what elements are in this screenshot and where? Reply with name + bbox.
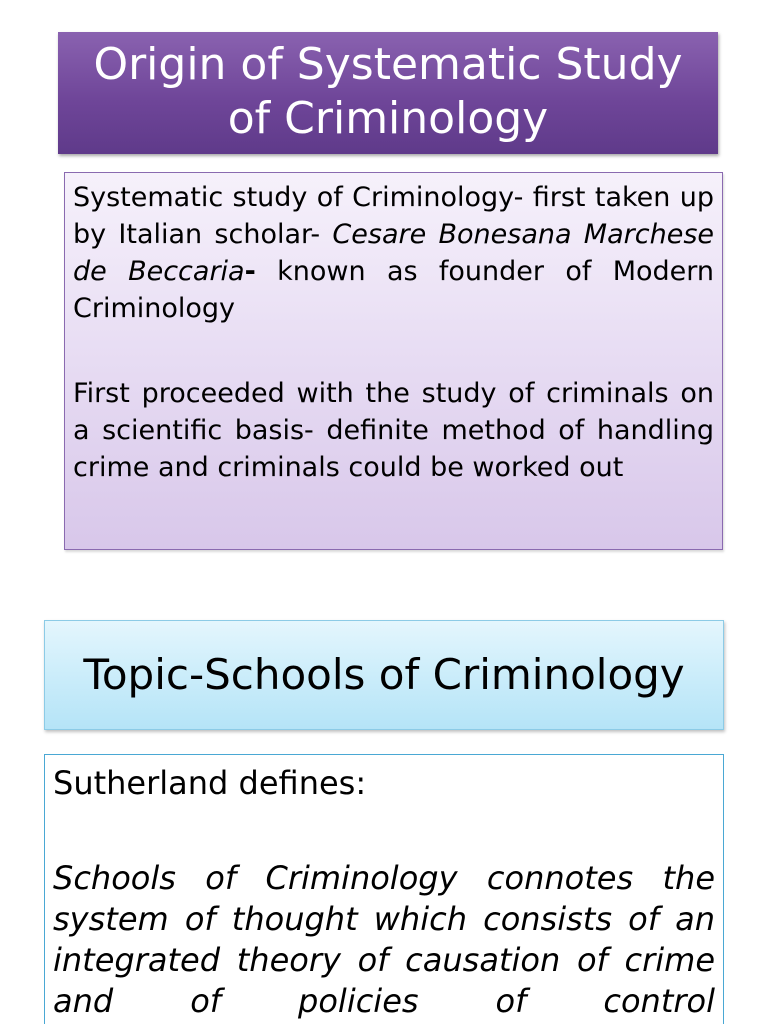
paragraph-text: Systematic study of Criminology- first taken up by Italian scholar- bbox=[73, 182, 714, 250]
paragraph-text: known as founder of Modern Criminology bbox=[73, 256, 714, 324]
slide-title-text: Origin of Systematic Study of Criminology bbox=[93, 39, 683, 144]
bold-dash: - bbox=[244, 256, 256, 287]
slide-title-schools bbox=[44, 620, 724, 730]
definition-paragraph: Schools of Criminology connotes the system of thought which consists of an integrated theory of causation of crime and of policies of control bbox=[53, 859, 715, 1020]
paragraph-scientific-basis: First proceeded with the study of criminals on a scientific basis- definite method of handling crime and criminals could be worked out bbox=[73, 378, 714, 483]
paragraph-beccaria bbox=[73, 179, 714, 327]
slide-body-schools bbox=[44, 754, 724, 1024]
intro-line: Sutherland defines: bbox=[53, 764, 367, 802]
slide-body-origin bbox=[64, 172, 723, 550]
slide-title-origin bbox=[58, 32, 718, 154]
scholar-name: Cesare Bonesana Marchese de Beccaria bbox=[73, 219, 714, 287]
slide-title-text: Topic-Schools of Criminology bbox=[83, 650, 685, 699]
